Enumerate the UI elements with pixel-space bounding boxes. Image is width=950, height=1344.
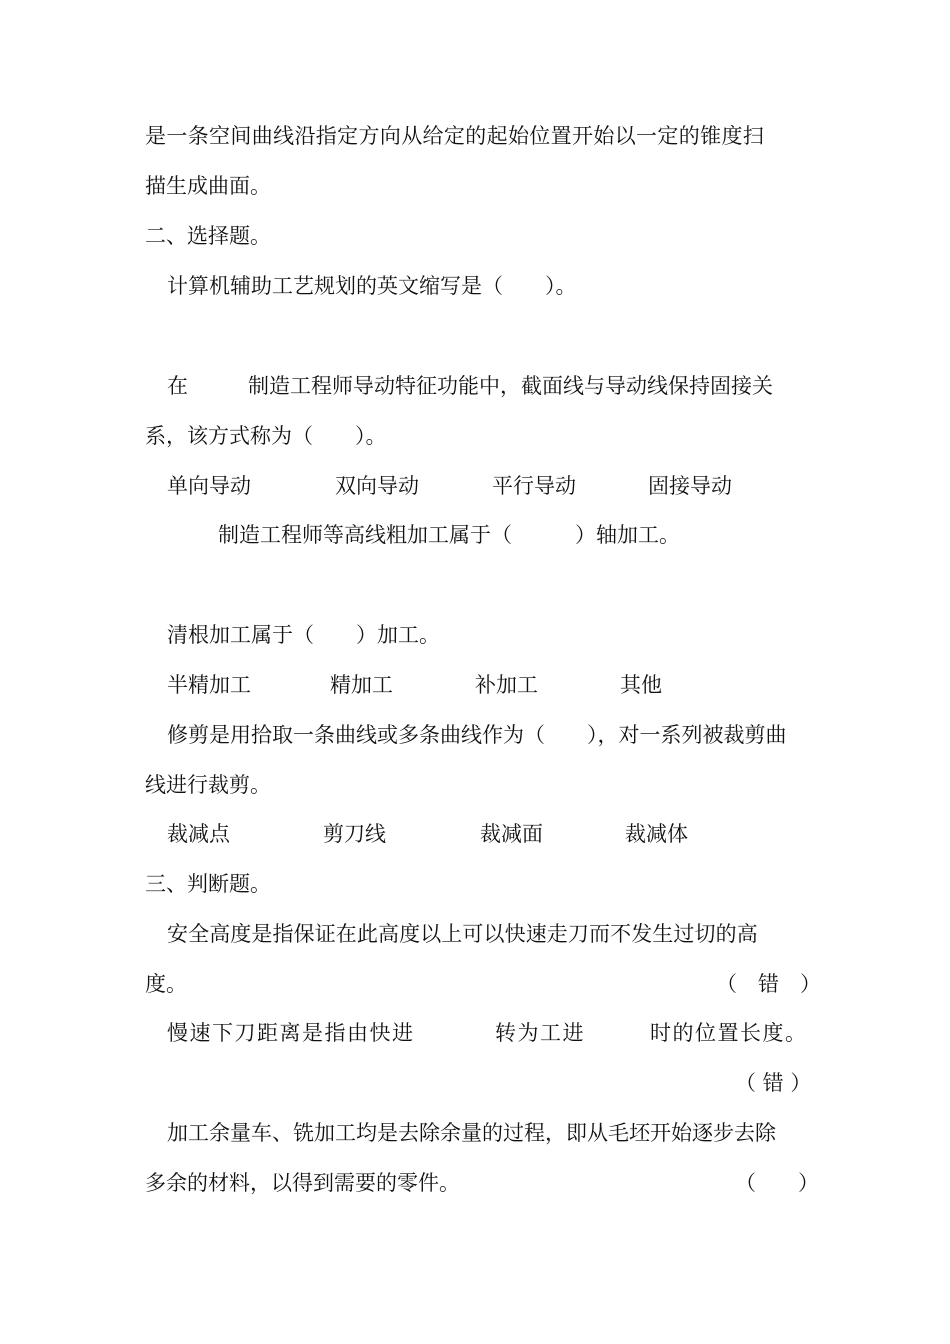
option-d: 固接导动 (648, 474, 732, 498)
option-b: 双向导动 (335, 474, 419, 498)
section-heading: 三、判断题。 (145, 872, 271, 896)
answer-bracket: （ ） (735, 1171, 819, 1195)
statement-text: 慢速下刀距离是指由快进 (167, 1021, 415, 1045)
option-a: 裁减点 (167, 822, 230, 846)
statement-text: 安全高度是指保证在此高度以上可以快速走刀而不发生过切的高 (167, 922, 758, 946)
statement-text: 加工余量车、铣加工均是去除余量的过程，即从毛坯开始逐步去除 (167, 1121, 776, 1145)
option-c: 补加工 (475, 673, 538, 697)
statement-text: 时的位置长度。 (650, 1021, 808, 1045)
question-text: 清根加工属于（ ）加工。 (167, 623, 440, 647)
question-text: 制造工程师等高线粗加工属于（ ）轴加工。 (218, 523, 680, 547)
question-text: 制造工程师导动特征功能中，截面线与导动线保持固接关 (248, 374, 773, 398)
statement-text: 多余的材料，以得到需要的零件。 (145, 1171, 460, 1195)
question-text: 线进行裁剪。 (145, 773, 271, 797)
statement-text: 转为工进 (495, 1021, 585, 1045)
option-c: 平行导动 (492, 474, 576, 498)
statement-text: 度。 (145, 972, 187, 996)
option-d: 其他 (620, 673, 662, 697)
option-b: 剪刀线 (323, 822, 386, 846)
option-b: 精加工 (330, 673, 393, 697)
option-c: 裁减面 (480, 822, 543, 846)
text-line: 是一条空间曲线沿指定方向从给定的起始位置开始以一定的锥度扫 (145, 124, 765, 148)
option-d: 裁减体 (625, 822, 688, 846)
question-text: 计算机辅助工艺规划的英文缩写是（ ）。 (167, 274, 577, 298)
answer-bracket: （ 错 ） (735, 1071, 812, 1095)
section-heading: 二、选择题。 (145, 224, 271, 248)
text-line: 描生成曲面。 (145, 174, 271, 198)
option-a: 半精加工 (167, 673, 251, 697)
question-text: 修剪是用拾取一条曲线或多条曲线作为（ ），对一系列被裁剪曲 (167, 723, 787, 747)
question-text: 系，该方式称为（ ）。 (145, 424, 387, 448)
question-text: 在 (167, 374, 188, 398)
answer-bracket: （ 错 ） (716, 972, 821, 996)
option-a: 单向导动 (167, 474, 251, 498)
